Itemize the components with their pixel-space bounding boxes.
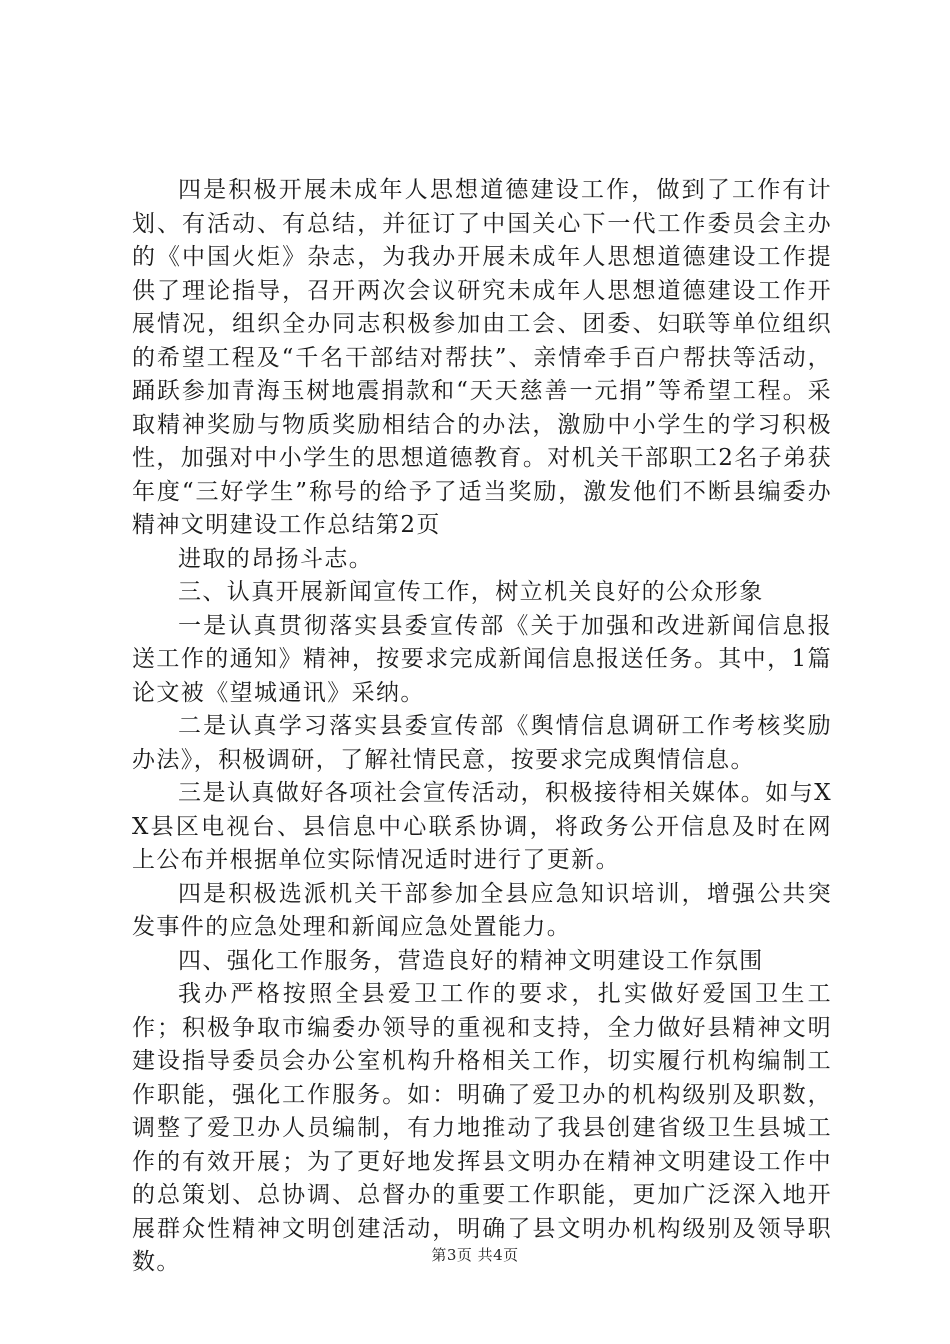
document-body	[132, 174, 832, 1280]
paragraph-news-reporting: 一是认真贯彻落实县委宣传部《关于加强和改进新闻信息报送工作的通知》精神，按要求完成新闻信息报送任务。其中，1篇论文被《望城通讯》采纳。	[132, 612, 832, 706]
paragraph-minors-moral-education: 四是积极开展未成年人思想道德建设工作，做到了工作有计划、有活动、有总结，并征订了中国关心下一代工作委员会主办的《中国火炬》杂志，为我办开展未成年人思想道德建设工作提供了理论指导，召开两次会议研究未成年人思想道德建设工作开展情况，组织全办同志积极参加由工会、团委、妇联等单位组织的希望工程及“千名干部结对帮扶”、亲情牵手百户帮扶等活动，踊跃参加青海玉树地震捐款和“天天慈善一元捐”等希望工程。采取精神奖励与物质奖励相结合的办法，激励中小学生的学习积极性，加强对中小学生的思想道德教育。对机关干部职工2名子弟获年度“三好学生”称号的给予了适当奖励，激发他们不断县编委办精神文明建设工作总结第2页	[132, 177, 832, 538]
section-heading-news-publicity: 三、认真开展新闻宣传工作，树立机关良好的公众形象	[178, 579, 764, 605]
paragraph-emergency-training: 四是积极选派机关干部参加全县应急知识培训，增强公共突发事件的应急处理和新闻应急处置能力。	[132, 880, 832, 940]
paragraph-media-publicity: 三是认真做好各项社会宣传活动，积极接待相关媒体。如与XX县区电视台、县信息中心联系协调，将政务公开信息及时在网上公布并根据单位实际情况适时进行了更新。	[132, 780, 832, 873]
paragraph-public-opinion: 二是认真学习落实县委宣传部《舆情信息调研工作考核奖励办法》，积极调研，了解社情民意，按要求完成舆情信息。	[132, 713, 832, 773]
paragraph-health-and-civilization: 我办严格按照全县爱卫工作的要求，扎实做好爱国卫生工作；积极争取市编委办领导的重视和支持，全力做好县精神文明建设指导委员会办公室机构升格相关工作，切实履行机构编制工作职能，强化工作服务。如：明确了爱卫办的机构级别及职数，调整了爱卫办人员编制，有力地推动了我县创建省级卫生县城工作的有效开展；为了更好地发挥县文明办在精神文明建设工作中的总策划、总协调、总督办的重要工作职能，更加广泛深入地开展群众性精神文明创建活动，明确了县文明办机构级别及领导职数。	[132, 981, 832, 1275]
paragraph-continuation: 进取的昂扬斗志。	[178, 545, 374, 572]
section-heading-work-service: 四、强化工作服务，营造良好的精神文明建设工作氛围	[178, 947, 764, 974]
page-number-footer: 第3页 共4页	[431, 1246, 519, 1264]
